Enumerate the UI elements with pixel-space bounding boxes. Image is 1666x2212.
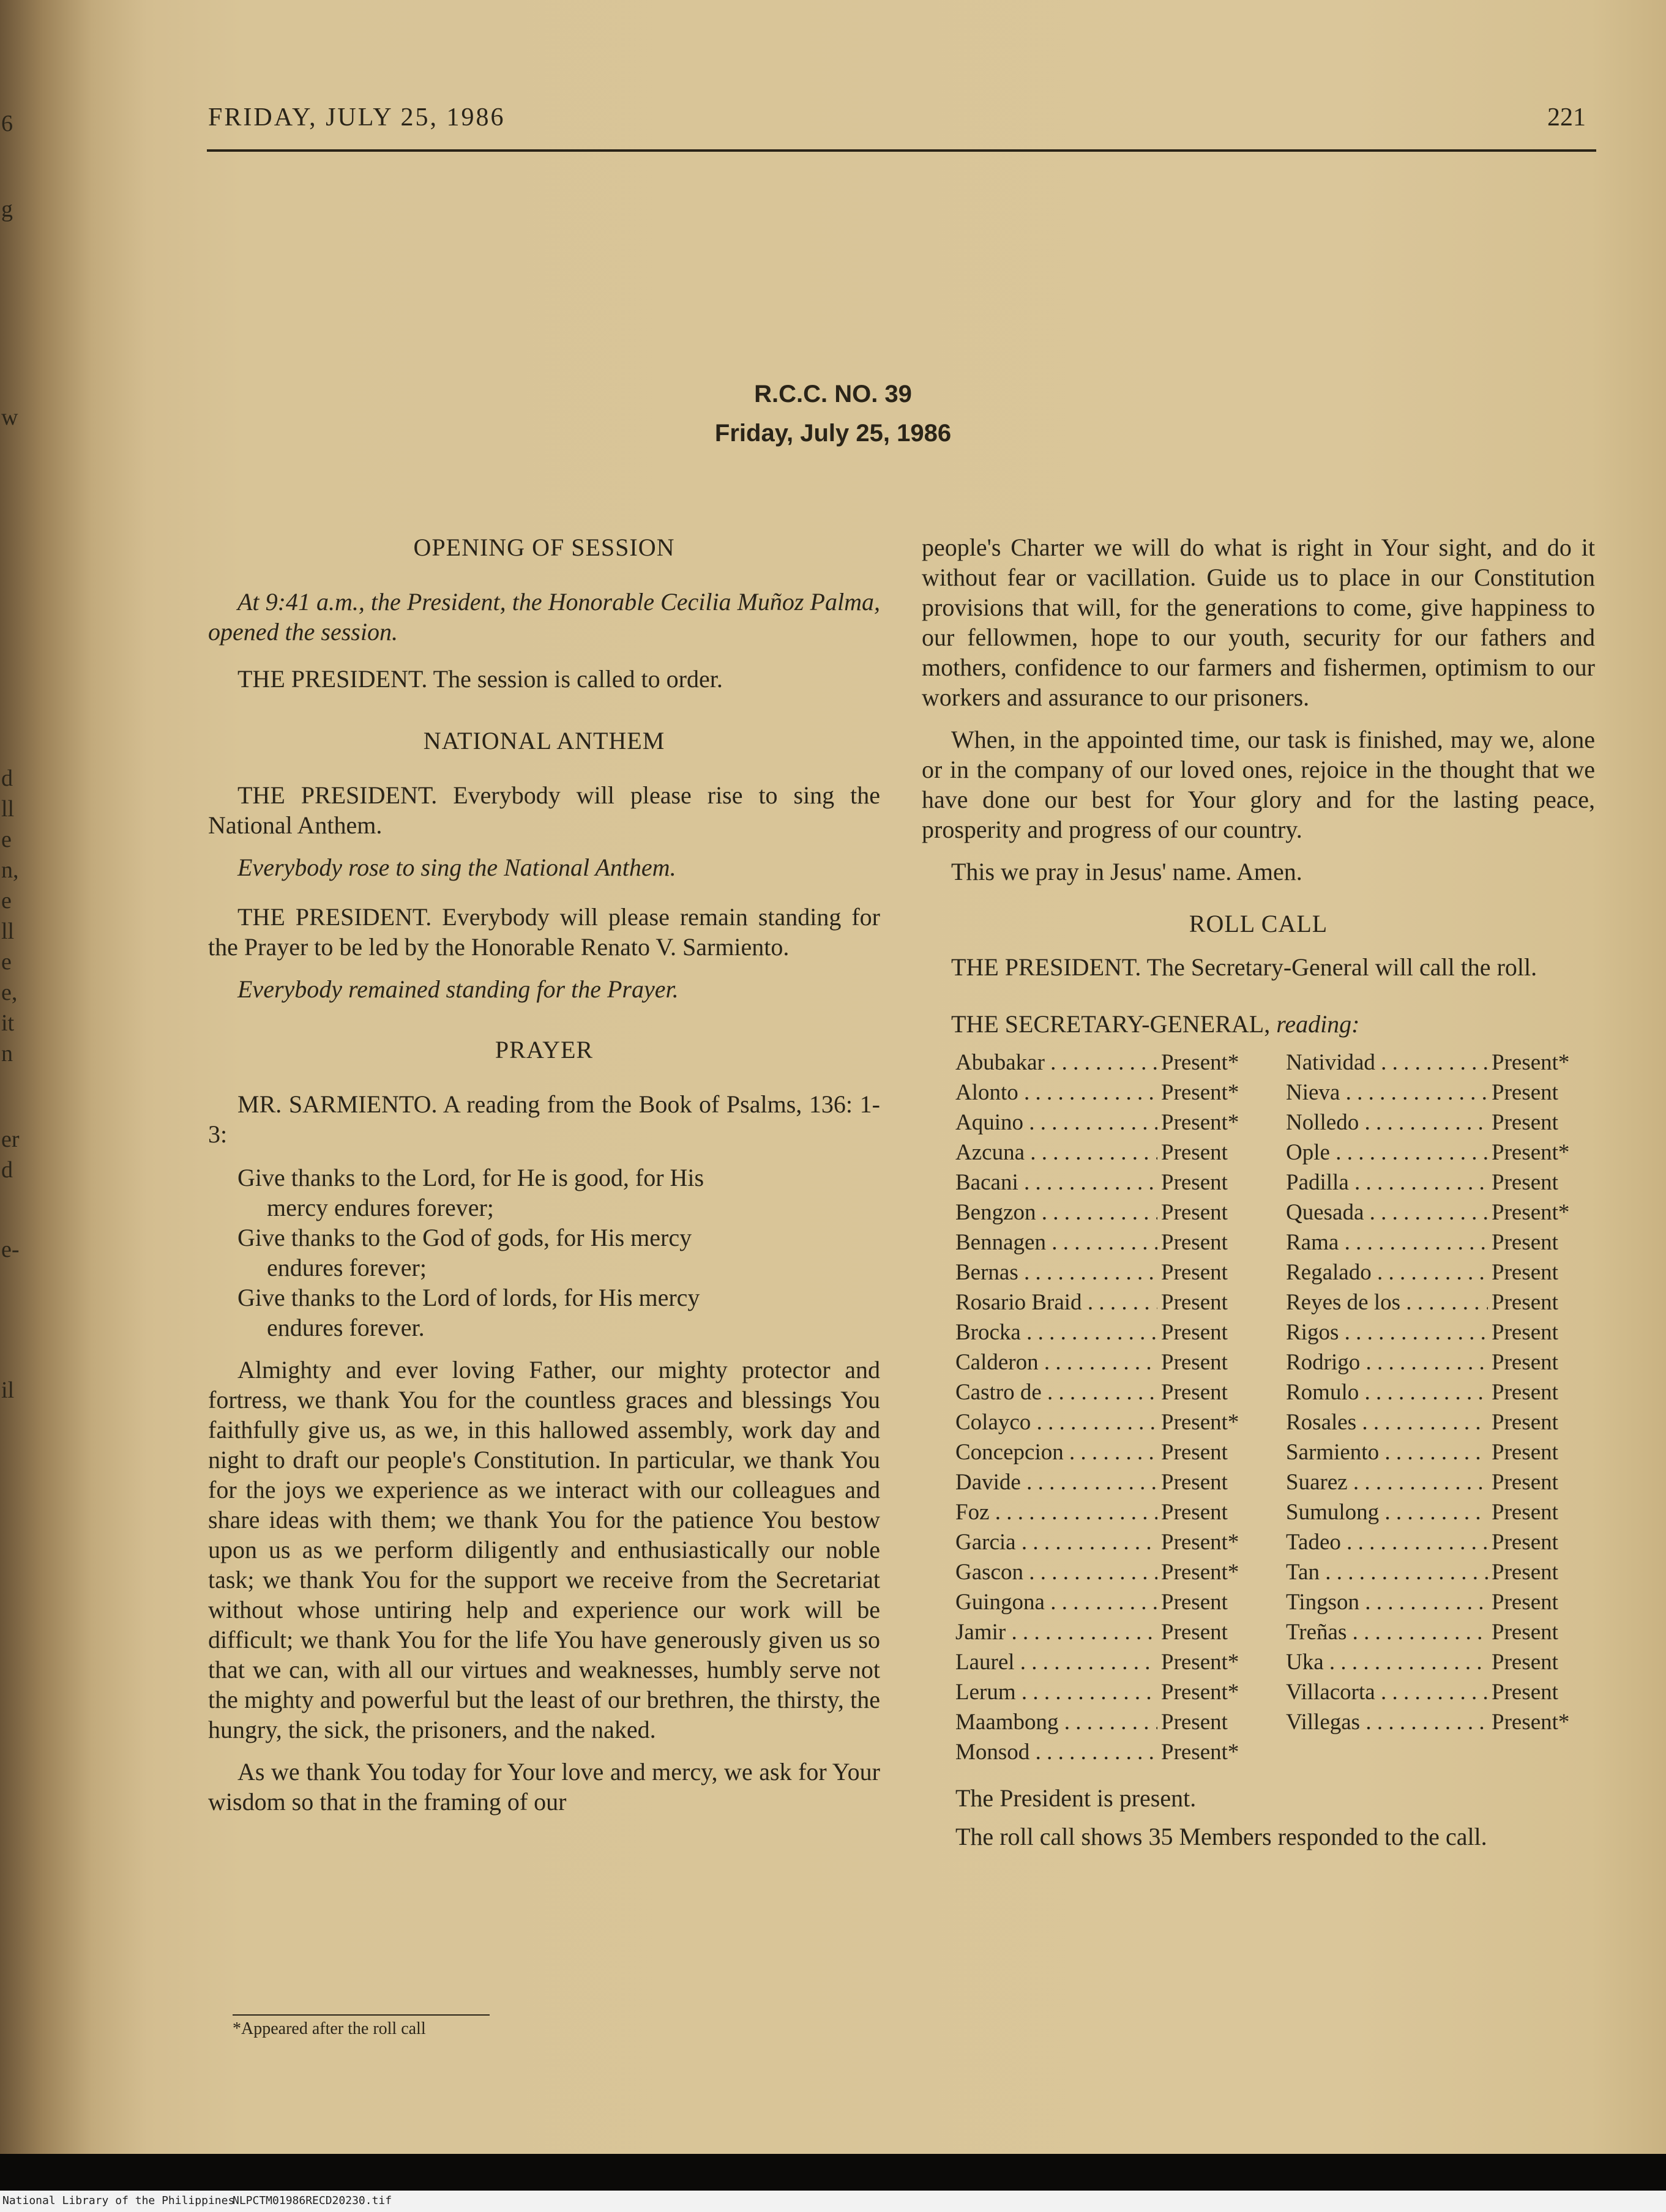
- member-status: Present: [1161, 1380, 1228, 1405]
- member-status: Present*: [1161, 1560, 1239, 1585]
- member-name: Tadeo . . .: [1286, 1527, 1488, 1557]
- member-status: Present: [1492, 1320, 1558, 1345]
- margin-char: n: [1, 1041, 13, 1067]
- prayer-continuation: people's Charter we will do what is right in Your sight, and do it without fear or vacillation. Guide us to place in our Constitution provisions that will, for the generations to come, give happiness to our fellowmen, hope to our youth, security for our fathers and mothers, confidence to our farmers and fishermen, optimism to our workers and assurance to our prisoners.: [922, 534, 1595, 711]
- member-name: Castro de . . .: [955, 1377, 1157, 1407]
- secretary-general-line: [922, 1009, 1595, 1039]
- member-name: Abubakar . . .: [955, 1048, 1157, 1078]
- member-status: Present: [1161, 1590, 1228, 1615]
- member-name: Reyes de los . . .: [1286, 1287, 1488, 1317]
- margin-char: er: [1, 1126, 20, 1152]
- member-status: Present: [1492, 1650, 1558, 1675]
- verse-line: Give thanks to the Lord, for He is good, for His: [237, 1164, 704, 1191]
- verse-line: Give thanks to the God of gods, for His mercy: [237, 1224, 692, 1251]
- member-status: Present: [1161, 1620, 1228, 1645]
- member-name: Gascon . . .: [955, 1557, 1157, 1587]
- member-name: Rodrigo . . .: [1286, 1347, 1488, 1377]
- verse-line: mercy endures forever;: [267, 1194, 494, 1221]
- member-status: Present: [1161, 1440, 1228, 1465]
- scan-footer: [0, 2191, 1666, 2212]
- member-status: Present*: [1161, 1110, 1239, 1135]
- margin-char: n,: [1, 857, 19, 883]
- member-name: Monsod . . .: [955, 1737, 1157, 1767]
- session-date: Friday, July 25, 1986: [714, 420, 952, 447]
- roll-call-table: [955, 1048, 1595, 1767]
- verse-line: endures forever.: [267, 1314, 425, 1341]
- member-name: Rosario Braid . . .: [955, 1287, 1157, 1317]
- member-name: Laurel . . .: [955, 1647, 1157, 1677]
- member-status: Present: [1492, 1110, 1558, 1135]
- scan-footer-filename: NLPCTM01986RECD20230.tif: [233, 2194, 392, 2207]
- margin-char: g: [1, 196, 13, 222]
- member-name: Rigos . . .: [1286, 1317, 1488, 1347]
- member-name: Jamir . . .: [955, 1617, 1157, 1647]
- member-name: Foz . . .: [955, 1497, 1157, 1527]
- psalm-verses: [208, 1163, 880, 1342]
- member-status: Present: [1161, 1200, 1228, 1225]
- member-status: Present: [1492, 1380, 1558, 1405]
- member-name: Calderon . . .: [955, 1347, 1157, 1377]
- member-status: Present*: [1161, 1740, 1239, 1765]
- member-status: Present: [1492, 1680, 1558, 1705]
- margin-char: d: [1, 765, 13, 791]
- left-column: [208, 532, 880, 1829]
- member-status: Present: [1492, 1290, 1558, 1315]
- member-name: Lerum . . .: [955, 1677, 1157, 1707]
- facing-page-margin: [0, 0, 24, 2154]
- member-status: Present: [1161, 1470, 1228, 1495]
- margin-char: il: [1, 1377, 15, 1403]
- member-name: Sarmiento . . .: [1286, 1437, 1488, 1467]
- opening-heading: OPENING OF SESSION: [413, 534, 675, 561]
- member-name: Colayco . . .: [955, 1407, 1157, 1437]
- member-name: Garcia . . .: [955, 1527, 1157, 1557]
- member-status: Present*: [1161, 1530, 1239, 1555]
- member-name: Maambong . . .: [955, 1707, 1157, 1737]
- empty-cell: [1488, 1737, 1610, 1767]
- member-name: Nolledo . . .: [1286, 1108, 1488, 1138]
- margin-char: e: [1, 888, 12, 914]
- member-name: Aquino . . .: [955, 1108, 1157, 1138]
- member-status: Present: [1161, 1710, 1228, 1735]
- anthem-heading: NATIONAL ANTHEM: [423, 727, 665, 754]
- member-name: Concepcion . . .: [955, 1437, 1157, 1467]
- member-status: Present*: [1492, 1050, 1570, 1075]
- prayer-heading: PRAYER: [495, 1036, 594, 1063]
- member-name: Azcuna . . .: [955, 1138, 1157, 1167]
- member-status: Present*: [1161, 1680, 1239, 1705]
- member-name: Ople . . .: [1286, 1138, 1488, 1167]
- scan-bottom-edge: [0, 2154, 1666, 2191]
- roll-summary: The roll call shows 35 Members responded to the call.: [955, 1823, 1487, 1850]
- prayer-body: As we thank You today for Your love and mercy, we ask for Your wisdom so that in the framing of our: [208, 1758, 880, 1815]
- verse-line: Give thanks to the Lord of lords, for His mercy: [237, 1284, 700, 1311]
- member-name: Bengzon . . .: [955, 1197, 1157, 1227]
- member-status: Present: [1492, 1470, 1558, 1495]
- empty-cell: [1286, 1737, 1488, 1767]
- member-status: Present: [1161, 1260, 1228, 1285]
- opening-text: At 9:41 a.m., the President, the Honorable Cecilia Muñoz Palma, opened the session.: [208, 588, 880, 646]
- member-status: Present: [1492, 1230, 1558, 1255]
- member-name: Alonto . . .: [955, 1078, 1157, 1108]
- member-name: Nieva . . .: [1286, 1078, 1488, 1108]
- member-status: Present: [1492, 1410, 1558, 1435]
- member-status: Present*: [1161, 1650, 1239, 1675]
- margin-char: w: [1, 404, 18, 430]
- amen: This we pray in Jesus' name. Amen.: [951, 858, 1302, 885]
- member-status: Present: [1161, 1320, 1228, 1345]
- president-order: THE PRESIDENT. The session is called to order.: [237, 665, 723, 693]
- member-name: Regalado . . .: [1286, 1257, 1488, 1287]
- member-name: Brocka . . .: [955, 1317, 1157, 1347]
- member-name: Quesada . . .: [1286, 1197, 1488, 1227]
- member-name: Rama . . .: [1286, 1227, 1488, 1257]
- footnote: *Appeared after the roll call: [233, 2019, 426, 2038]
- member-name: Sumulong . . .: [1286, 1497, 1488, 1527]
- member-status: Present: [1492, 1500, 1558, 1525]
- margin-char: it: [1, 1010, 15, 1036]
- member-status: Present: [1492, 1560, 1558, 1585]
- prayer-end: When, in the appointed time, our task is finished, may we, alone or in the company of our loved ones, rejoice in the thought that we have done our best for Your glory and for the lasting peace, prosperity and progress of our country.: [922, 726, 1595, 843]
- member-name: Guingona . . .: [955, 1587, 1157, 1617]
- member-status: Present*: [1161, 1050, 1239, 1075]
- verse-line: endures forever;: [267, 1254, 427, 1281]
- member-status: Present: [1492, 1080, 1558, 1105]
- secgen-reading: reading:: [1276, 1010, 1360, 1038]
- member-status: Present: [1161, 1290, 1228, 1315]
- margin-char: ll: [1, 796, 15, 822]
- member-name: Davide . . .: [955, 1467, 1157, 1497]
- prayer-action: Everybody remained standing for the Prayer.: [237, 975, 679, 1003]
- anthem-action: Everybody rose to sing the National Anthem.: [237, 854, 676, 881]
- member-status: Present: [1492, 1440, 1558, 1465]
- member-status: Present: [1161, 1350, 1228, 1375]
- anthem-instruction: THE PRESIDENT. Everybody will please rise to sing the National Anthem.: [208, 781, 880, 839]
- member-status: Present: [1161, 1230, 1228, 1255]
- scan-footer-source: National Library of the Philippines: [2, 2194, 235, 2207]
- margin-char: ll: [1, 918, 15, 944]
- member-name: Bennagen . . .: [955, 1227, 1157, 1257]
- member-name: Treñas . . .: [1286, 1617, 1488, 1647]
- member-status: Present*: [1161, 1410, 1239, 1435]
- member-name: Romulo . . .: [1286, 1377, 1488, 1407]
- member-status: Present: [1492, 1590, 1558, 1615]
- member-name: Villegas . . .: [1286, 1707, 1488, 1737]
- margin-char: e: [1, 949, 12, 975]
- member-status: Present*: [1161, 1080, 1239, 1105]
- member-status: Present: [1492, 1350, 1558, 1375]
- member-status: Present: [1161, 1500, 1228, 1525]
- margin-char: e-: [1, 1237, 20, 1262]
- member-name: Bernas . . .: [955, 1257, 1157, 1287]
- member-status: Present: [1492, 1620, 1558, 1645]
- member-status: Present: [1161, 1170, 1228, 1195]
- member-name: Padilla . . .: [1286, 1167, 1488, 1197]
- reading-intro: MR. SARMIENTO. A reading from the Book of Psalms, 136: 1-3:: [208, 1090, 880, 1148]
- member-name: Suarez . . .: [1286, 1467, 1488, 1497]
- margin-char: e,: [1, 980, 18, 1005]
- prayer-instruction: THE PRESIDENT. Everybody will please remain standing for the Prayer to be led by the Honorable Renato V. Sarmiento.: [208, 903, 880, 961]
- president-present: The President is present.: [955, 1784, 1197, 1812]
- running-header-date: FRIDAY, JULY 25, 1986: [208, 103, 506, 132]
- secgen-label: THE SECRETARY-GENERAL,: [951, 1010, 1271, 1038]
- member-status: Present*: [1492, 1710, 1570, 1735]
- prayer-body: Almighty and ever loving Father, our mighty protector and fortress, we thank You for the countless graces and blessings You faithfully give us, as we, in this hallowed assembly, work day and night to draft our people's Constitution. In particular, we thank You for the joys we experience as we interact with our colleagues and share ideas with them; we thank You for the patience You bestow upon us as we perform diligently and enthusiastically our noble task; we thank You for the support we receive from the Secretariat without whose untiring help and experience our work will be difficult; we thank You for the life You have generously given us so that we can, with all our virtues and weaknesses, humbly serve not the mighty and powerful but the least of our brethren, the thirsty, the hungry, the sick, the prisoners, and the naked.: [208, 1356, 880, 1743]
- margin-char: 6: [1, 111, 13, 136]
- header-rule: [207, 149, 1596, 152]
- member-name: Tan . . .: [1286, 1557, 1488, 1587]
- member-status: Present*: [1492, 1140, 1570, 1165]
- margin-char: d: [1, 1157, 13, 1183]
- member-status: Present: [1492, 1530, 1558, 1555]
- member-status: Present: [1161, 1140, 1228, 1165]
- member-name: Bacani . . .: [955, 1167, 1157, 1197]
- page-number: 221: [1547, 103, 1586, 132]
- member-name: Natividad . . .: [1286, 1048, 1488, 1078]
- member-name: Villacorta . . .: [1286, 1677, 1488, 1707]
- member-status: Present: [1492, 1260, 1558, 1285]
- roll-call-heading: ROLL CALL: [1189, 910, 1328, 937]
- session-title: R.C.C. NO. 39: [754, 381, 912, 408]
- member-status: Present: [1492, 1170, 1558, 1195]
- member-name: Rosales . . .: [1286, 1407, 1488, 1437]
- footnote-rule: [233, 2014, 490, 2016]
- margin-char: e: [1, 827, 12, 852]
- member-name: Tingson . . .: [1286, 1587, 1488, 1617]
- member-status: Present*: [1492, 1200, 1570, 1225]
- member-name: Uka . . .: [1286, 1647, 1488, 1677]
- roll-instruction: THE PRESIDENT. The Secretary-General will call the roll.: [951, 953, 1537, 981]
- right-column: [922, 532, 1595, 1852]
